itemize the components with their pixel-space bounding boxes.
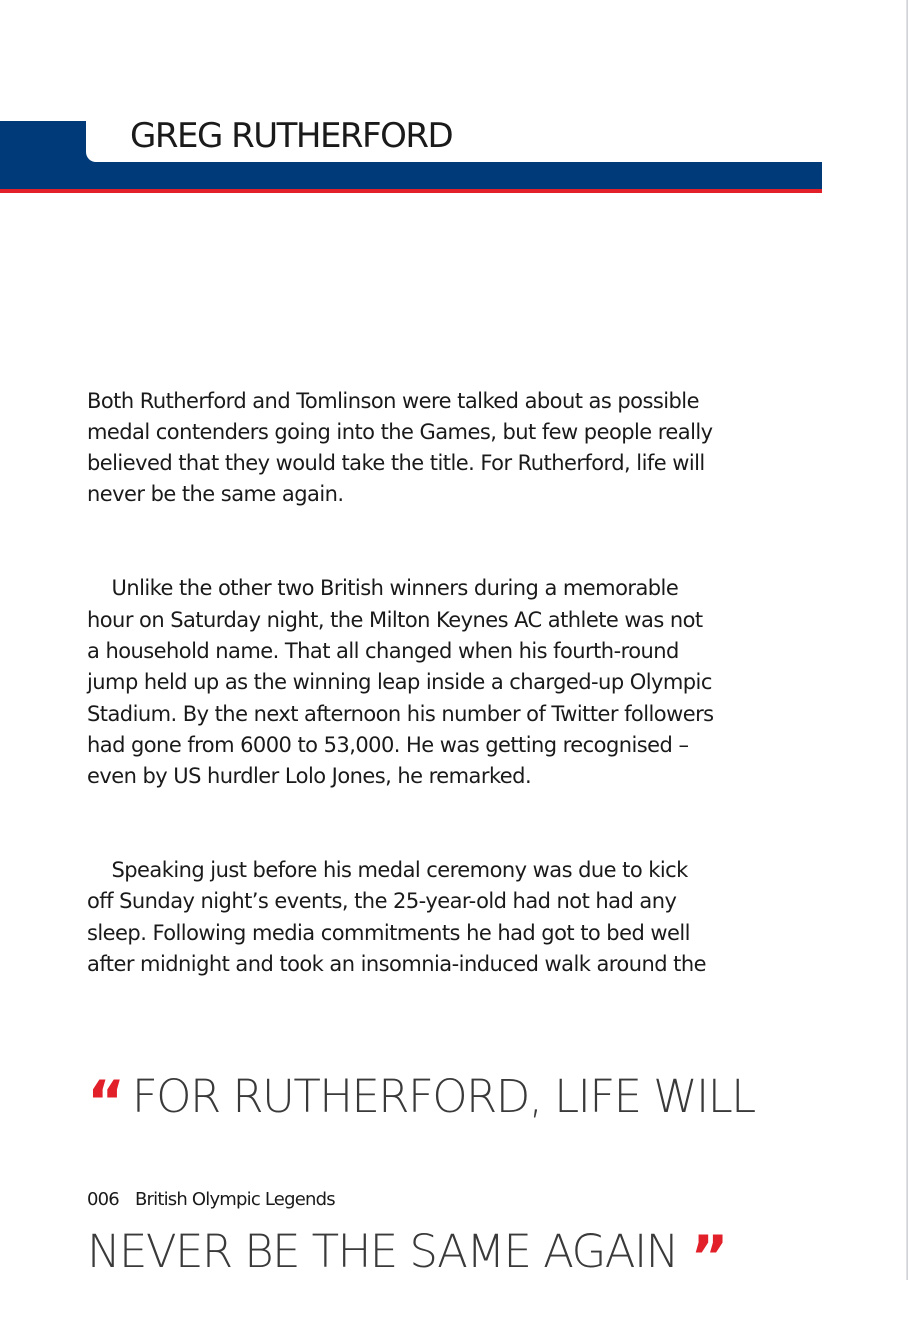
page-number: 006 [87, 1189, 119, 1210]
header-accent-line [0, 189, 822, 193]
page-footer [87, 1189, 335, 1210]
article-body [87, 323, 822, 1012]
article-paragraph-1 [87, 386, 822, 511]
text-line: Stadium. By the next afternoon his number of Twitter followers [87, 701, 714, 726]
pull-quote-line-2 [87, 1223, 827, 1291]
article-paragraph-2 [87, 573, 822, 792]
page-title: GREG RUTHERFORD [130, 116, 453, 156]
text-line: had gone from 6000 to 53,000. He was getting recognised – [87, 732, 689, 757]
close-quote-icon: ” [690, 1223, 723, 1291]
pull-quote-line-1 [87, 1068, 827, 1136]
text-line: hour on Saturday night, the Milton Keynes AC athlete was not [87, 607, 703, 632]
text-line: medal contenders going into the Games, but few people really [87, 419, 713, 444]
open-quote-icon: “ [87, 1068, 120, 1136]
text-line: after midnight and took an insomnia-induced walk around the [87, 951, 706, 976]
text-line: a household name. That all changed when his fourth-round [87, 638, 679, 663]
text-line: off Sunday night’s events, the 25-year-old had not had any [87, 889, 677, 914]
text-line: Both Rutherford and Tomlinson were talked about as possible [87, 388, 699, 413]
text-line: never be the same again. [87, 482, 344, 507]
pull-quote-text: NEVER BE THE SAME AGAIN [87, 1225, 678, 1278]
text-line: Unlike the other two British winners during a memorable [87, 576, 679, 601]
article-paragraph-3 [87, 855, 822, 980]
pull-quote [87, 972, 827, 1332]
text-line: sleep. Following media commitments he had got to bed well [87, 920, 690, 945]
text-line: Speaking just before his medal ceremony was due to kick [87, 858, 688, 883]
text-line: jump held up as the winning leap inside a charged-up Olympic [87, 670, 712, 695]
text-line: believed that they would take the title. For Rutherford, life will [87, 451, 705, 476]
text-line: even by US hurdler Lolo Jones, he remarked. [87, 764, 532, 789]
pull-quote-text: FOR RUTHERFORD, LIFE WILL [131, 1070, 755, 1123]
publication-name: British Olympic Legends [134, 1189, 335, 1210]
